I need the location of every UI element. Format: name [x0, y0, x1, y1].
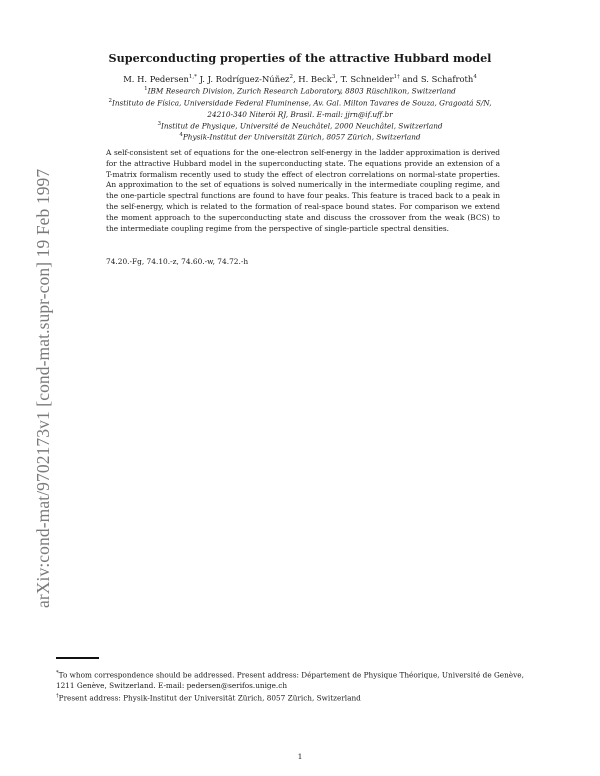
footnote-text: Present address: Physik-Institut der Universität Zürich, 8057 Zürich, Switzerland [58, 693, 361, 703]
footnote-2 [56, 691, 556, 704]
affiliation-text: Instituto de Física, Universidade Federal Fluminense, Av. Gal. Milton Tavares de Souza, Gragoatá S/N, [111, 98, 492, 108]
affiliation-4 [0, 132, 600, 141]
author-affiliation-mark: 1† [393, 74, 400, 81]
affiliation-text: Physik-Institut der Universität Zürich, 8057 Zürich, Switzerland [182, 132, 421, 142]
pacs-codes: 74.20.-Fg, 74.10.-z, 74.60.-w, 74.72.-h [106, 257, 249, 266]
footnote-rule [56, 657, 99, 659]
affiliation-3 [0, 121, 600, 130]
author-affiliation-mark: 1,* [188, 74, 197, 81]
footnote-1 [56, 668, 556, 681]
author-affiliation-mark: 2 [289, 74, 293, 81]
affiliation-2-continued: 24210-340 Niterói RJ, Brasil. E-mail: jjrn@if.uff.br [207, 110, 393, 119]
arxiv-stamp: arXiv:cond-mat/9702173v1 [cond-mat.supr-con] 19 Feb 1997 [33, 168, 53, 608]
paper-title: Superconducting properties of the attractive Hubbard model [108, 51, 492, 65]
page-number: 1 [297, 752, 303, 761]
footnote-mark: * [56, 670, 59, 676]
author-affiliation-mark: 4 [473, 74, 477, 81]
author-name: T. Schneider [340, 74, 394, 84]
author-name: M. H. Pedersen [123, 74, 189, 84]
affiliation-mark: 1 [144, 86, 148, 92]
author-name: J. J. Rodríguez-Núñez [199, 74, 290, 84]
author-name: H. Beck [298, 74, 332, 84]
abstract: A self-consistent set of equations for the one-electron self-energy in the ladder approximation is derived for the attractive Hubbard model in the superconducting state. The equations provide an extension of a T-matrix formalism recently used to study the effect of electron correlations on normal-state properties. An approximation to the set of equations is solved numerically in the intermediate coupling regime, and the one-particle spectral functions are found to have four peaks. This feature is traced back to a peak in the self-energy, which is related to the formation of real-space bound states. For comparison we extend the moment approach to the superconducting state and discuss the crossover from the weak (BCS) to the intermediate coupling regime from the perspective of single-particle spectral densities. [106, 148, 500, 233]
affiliation-mark: 4 [179, 132, 183, 138]
affiliation-text: IBM Research Division, Zurich Research Laboratory, 8803 Rüschlikon, Switzerland [147, 86, 456, 96]
author-name: S. Schafroth [420, 74, 474, 84]
footnote-mark: † [56, 693, 59, 699]
affiliation-1 [0, 86, 600, 95]
footnote-1-continued: 1211 Genève, Switzerland. E-mail: pedersen@serifos.unige.ch [56, 681, 288, 690]
author-list: M. H. Pedersen$^{1,*}$ J. J. Rodríguez-Núñez$^2$, H. Beck$^3$, T. Schneider$^{1\dagger}$ and S. Schafroth$^4$ [123, 74, 477, 84]
footnote-text: To whom correspondence should be addressed. Present address: Département de Physique Théorique, Université de Genève, [58, 670, 524, 680]
affiliation-2 [0, 98, 600, 107]
affiliation-mark: 3 [157, 121, 161, 127]
affiliation-mark: 2 [108, 98, 112, 104]
author-affiliation-mark: 3 [331, 74, 336, 81]
affiliation-text: Institut de Physique, Université de Neuchâtel, 2000 Neuchâtel, Switzerland [160, 121, 443, 131]
